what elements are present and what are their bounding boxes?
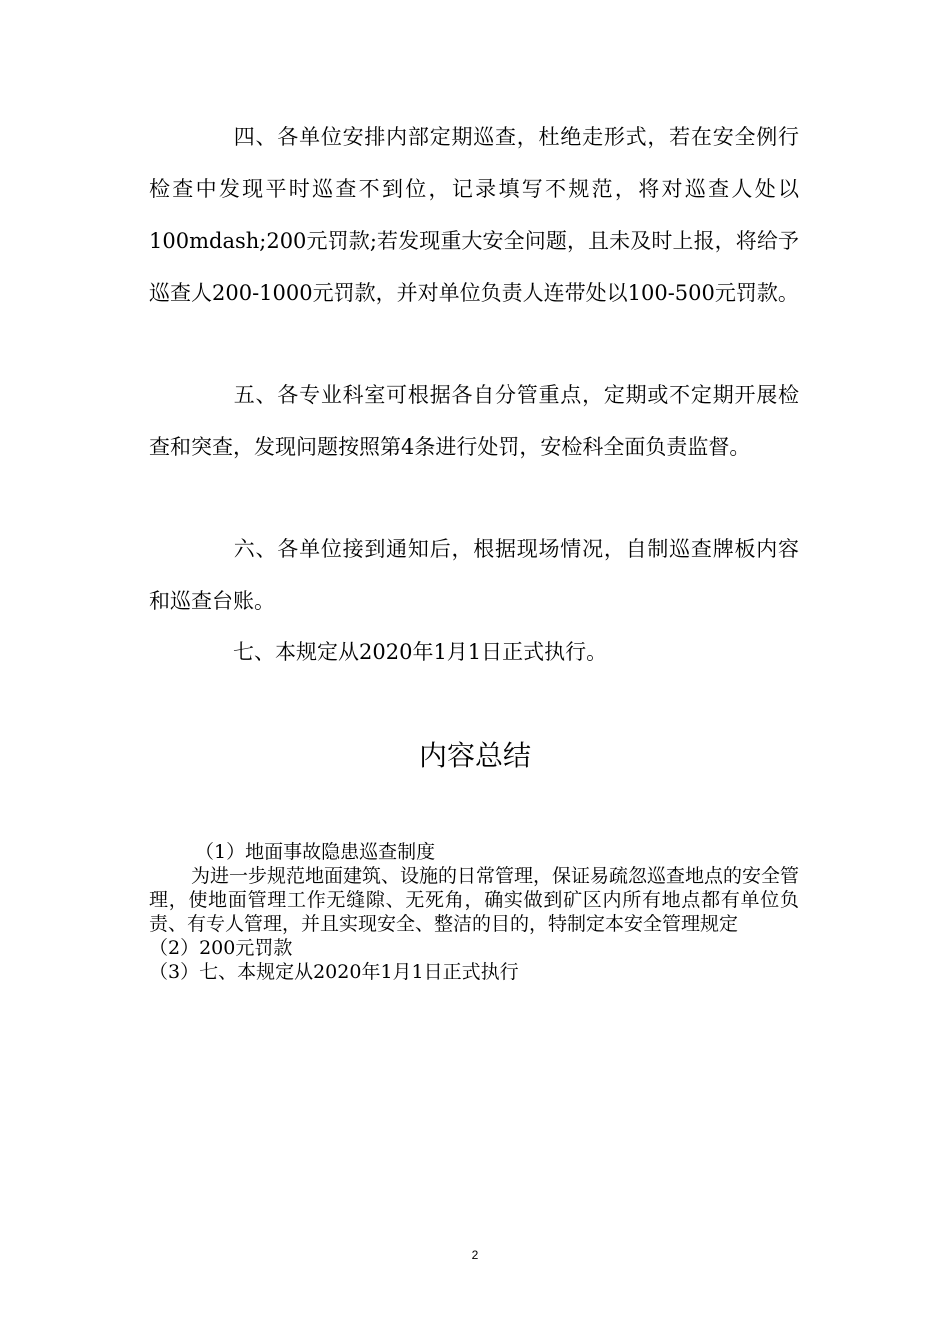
summary-item-2: （2）200元罚款	[149, 937, 293, 959]
summary-title: 内容总结	[418, 739, 531, 772]
paragraph-four	[149, 111, 799, 319]
paragraph-five	[149, 369, 799, 473]
paragraph-four-text: 四、各单位安排内部定期巡查，杜绝走形式，若在安全例行检查中发现平时巡查不到位，记录填写不规范，将对巡查人处以100mdash;200元罚款;若发现重大安全问题，且未及时上报，将给予巡查人200-1000元罚款，并对单位负责人连带处以100-500元罚款。	[149, 125, 799, 305]
paragraph-six-text: 六、各单位接到通知后，根据现场情况，自制巡查牌板内容和巡查台账。	[149, 537, 799, 613]
summary-item-1-heading: （1）地面事故隐患巡查制度	[195, 841, 436, 863]
paragraph-six	[149, 523, 799, 627]
paragraph-seven	[149, 626, 799, 678]
summary-section	[149, 840, 799, 984]
paragraph-five-text: 五、各专业科室可根据各自分管重点，定期或不定期开展检查和突查，发现问题按照第4条进行处罚，安检科全面负责监督。	[149, 383, 799, 459]
paragraph-seven-text: 七、本规定从2020年1月1日正式执行。	[233, 640, 608, 664]
summary-item-3: （3）七、本规定从2020年1月1日正式执行	[149, 961, 519, 983]
summary-item-1-body: 为进一步规范地面建筑、设施的日常管理，保证易疏忽巡查地点的安全管理，使地面管理工作无缝隙、无死角，确实做到矿区内所有地点都有单位负责、有专人管理，并且实现安全、整洁的目的，特制定本安全管理规定	[149, 865, 800, 935]
page-number: 2	[471, 1248, 479, 1262]
